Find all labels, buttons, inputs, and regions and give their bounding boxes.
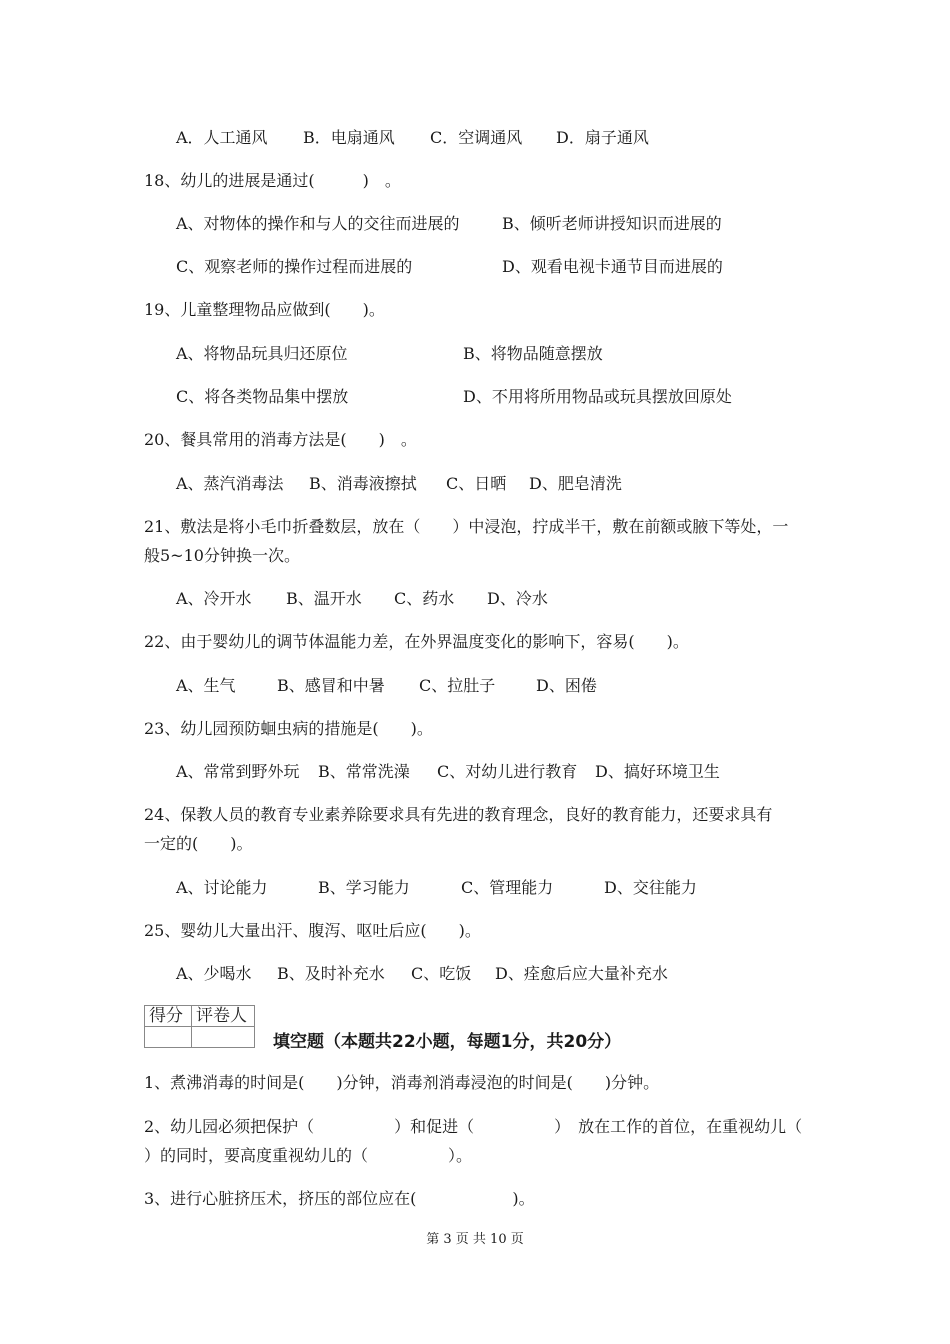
fill-q2-line1: 2、幼儿园必须把保护（ ）和促进（ ） 放在工作的首位，在重视幼儿（ (144, 1117, 803, 1136)
q18-option-b: B、倾听老师讲授知识而进展的 (502, 214, 722, 233)
q21-option-a: A、冷开水 (176, 589, 252, 608)
score-box (144, 1005, 255, 1048)
q21-stem-line1: 21、敷法是将小毛巾折叠数层，放在（ ）中浸泡，拧成半干，敷在前额或腋下等处，一 (144, 517, 789, 536)
q18-option-c: C、观察老师的操作过程而进展的 (176, 257, 413, 276)
q19-option-d: D、不用将所用物品或玩具摆放回原处 (463, 387, 732, 406)
q20-option-c: C、日晒 (446, 474, 507, 493)
q20-option-b: B、消毒液擦拭 (309, 474, 417, 493)
q23-option-c: C、对幼儿进行教育 (437, 762, 578, 781)
q23-option-b: B、常常洗澡 (318, 762, 410, 781)
q25-stem: 25、婴幼儿大量出汗、腹泻、呕吐后应( )。 (144, 921, 481, 940)
q19-option-c: C、将各类物品集中摆放 (176, 387, 349, 406)
q24-option-d: D、交往能力 (604, 878, 697, 897)
q24-option-b: B、学习能力 (318, 878, 410, 897)
q25-option-c: C、吃饭 (411, 964, 472, 983)
q22-option-c: C、拉肚子 (419, 676, 496, 695)
q25-option-b: B、及时补充水 (277, 964, 385, 983)
q24-option-a: A、讨论能力 (176, 878, 268, 897)
page-footer: 第 3 页 共 10 页 (426, 1232, 524, 1247)
grader-cell (192, 1027, 255, 1048)
q21-option-d: D、冷水 (487, 589, 548, 608)
q24-stem-line1: 24、保教人员的教育专业素养除要求具有先进的教育理念，良好的教育能力，还要求具有 (144, 805, 773, 824)
q18-option-d: D、观看电视卡通节目而进展的 (502, 257, 723, 276)
q19-option-b: B、将物品随意摆放 (463, 344, 603, 363)
q21-option-b: B、温开水 (286, 589, 362, 608)
q24-option-c: C、管理能力 (461, 878, 554, 897)
q24-stem-line2: 一定的( )。 (144, 834, 253, 853)
score-header: 得分 (145, 1006, 192, 1027)
q23-stem: 23、幼儿园预防蛔虫病的措施是( )。 (144, 719, 433, 738)
q17-option-c: C．空调通风 (430, 128, 523, 147)
q18-stem: 18、幼儿的进展是通过( ) 。 (144, 171, 401, 190)
fill-q1: 1、煮沸消毒的时间是( )分钟，消毒剂消毒浸泡的时间是( )分钟。 (144, 1073, 660, 1092)
score-cell (145, 1027, 192, 1048)
q19-option-a: A、将物品玩具归还原位 (176, 344, 348, 363)
q23-option-d: D、搞好环境卫生 (595, 762, 720, 781)
section-title: 填空题（本题共22小题，每题1分，共20分） (273, 1032, 622, 1052)
q23-option-a: A、常常到野外玩 (176, 762, 300, 781)
grader-header: 评卷人 (192, 1006, 255, 1027)
q20-option-a: A、蒸汽消毒法 (176, 474, 284, 493)
q18-option-a: A、对物体的操作和与人的交往而进展的 (176, 214, 460, 233)
q22-stem: 22、由于婴幼儿的调节体温能力差，在外界温度变化的影响下，容易( )。 (144, 632, 689, 651)
q17-option-a: A．人工通风 (176, 128, 268, 147)
q17-option-b: B．电扇通风 (303, 128, 395, 147)
q25-option-a: A、少喝水 (176, 964, 252, 983)
q20-stem: 20、餐具常用的消毒方法是( ) 。 (144, 430, 417, 449)
fill-q2-line2: ）的同时，要高度重视幼儿的（ ）。 (144, 1146, 473, 1165)
q20-option-d: D、肥皂清洗 (529, 474, 622, 493)
q25-option-d: D、痊愈后应大量补充水 (495, 964, 668, 983)
q22-option-b: B、感冒和中暑 (277, 676, 385, 695)
q19-stem: 19、儿童整理物品应做到( )。 (144, 300, 385, 319)
q21-option-c: C、药水 (394, 589, 455, 608)
q21-stem-line2: 般5~10分钟换一次。 (144, 546, 300, 565)
q22-option-a: A、生气 (176, 676, 236, 695)
q22-option-d: D、困倦 (536, 676, 597, 695)
q17-option-d: D．扇子通风 (556, 128, 649, 147)
fill-q3: 3、进行心脏挤压术，挤压的部位应在( )。 (144, 1189, 535, 1208)
